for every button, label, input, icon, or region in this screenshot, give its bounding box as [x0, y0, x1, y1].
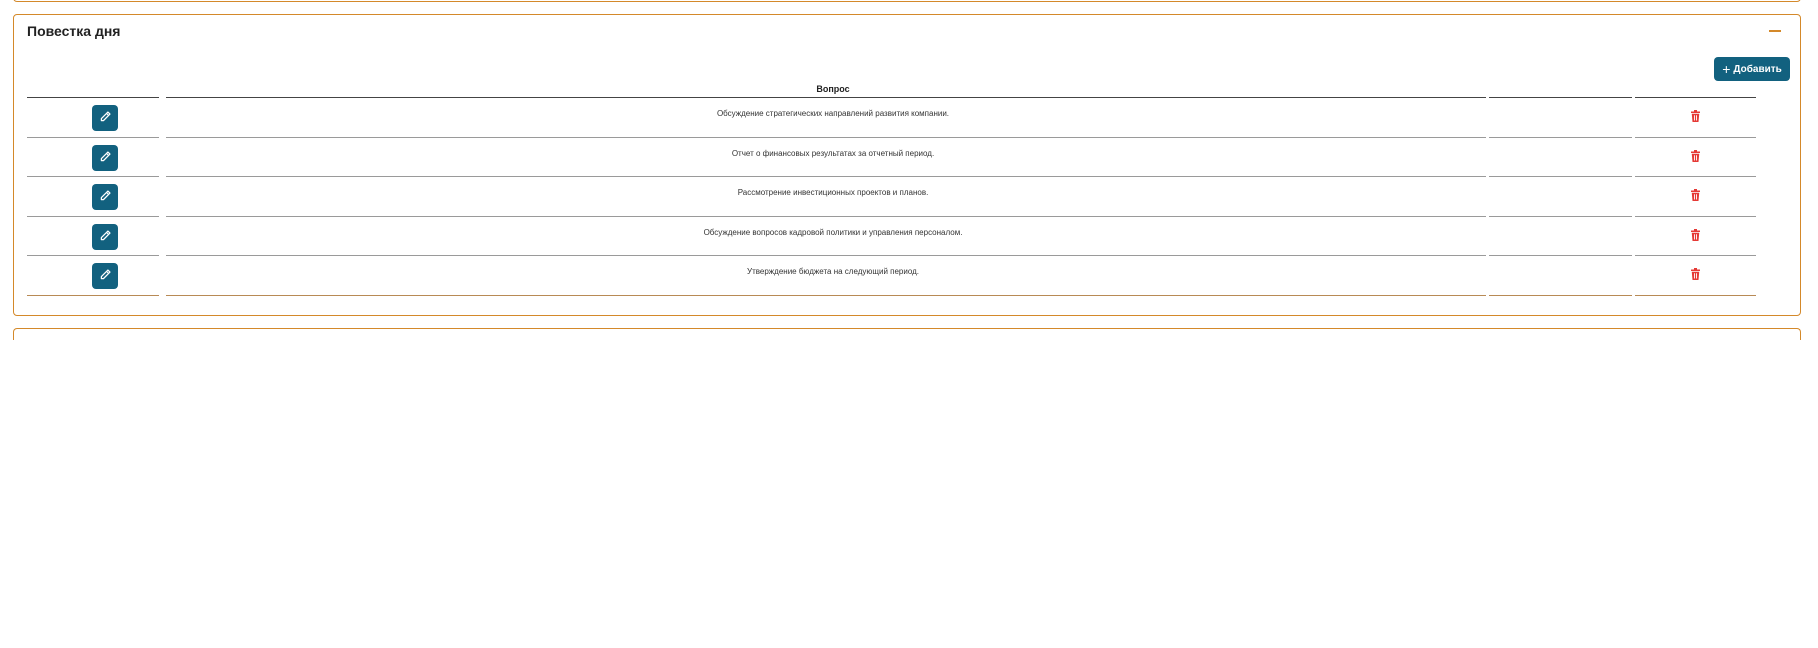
question-cell: Утверждение бюджета на следующий период.	[747, 267, 919, 276]
question-cell: Обсуждение вопросов кадровой политики и управления персоналом.	[703, 227, 963, 237]
next-panel-edge	[13, 328, 1801, 340]
trash-icon	[1690, 267, 1701, 285]
table-row-divider-col-3	[1635, 255, 1756, 256]
table-row-divider-col-2	[1489, 295, 1632, 296]
edit-button[interactable]	[92, 224, 118, 250]
pencil-icon	[100, 149, 111, 167]
table-row-divider-col-1	[166, 216, 1486, 217]
table-row-divider-col-1	[166, 295, 1486, 296]
table-row-divider-col-1	[166, 137, 1486, 138]
table-row-divider-col-2	[1489, 255, 1632, 256]
agenda-panel	[13, 14, 1801, 316]
table-row-divider-col-0	[27, 176, 159, 177]
question-cell: Рассмотрение инвестиционных проектов и планов.	[737, 188, 929, 197]
edit-button[interactable]	[92, 145, 118, 171]
trash-icon	[1690, 109, 1701, 127]
table-row-divider-col-0	[27, 216, 159, 217]
trash-icon	[1690, 228, 1701, 246]
table-row-divider-col-1	[166, 176, 1486, 177]
table-row-divider-col-3	[1635, 216, 1756, 217]
add-button[interactable]	[1714, 57, 1790, 81]
table-header-underline-col-2	[1489, 97, 1632, 98]
delete-button[interactable]	[1688, 190, 1702, 204]
table-row-divider-col-2	[1489, 216, 1632, 217]
plus-icon: +	[1722, 61, 1731, 77]
edit-button[interactable]	[92, 184, 118, 210]
table-row-divider-col-2	[1489, 137, 1632, 138]
table-header-underline-col-0	[27, 97, 159, 98]
panel-title: Повестка дня	[27, 23, 121, 39]
table-row-divider-col-0	[27, 295, 159, 296]
collapse-icon[interactable]	[1768, 23, 1782, 37]
trash-icon	[1690, 188, 1701, 206]
table-row-divider-col-3	[1635, 176, 1756, 177]
add-button-label: Добавить	[1733, 63, 1782, 75]
delete-button[interactable]	[1688, 151, 1702, 165]
question-cell: Отчет о финансовых результатах за отчетный период.	[731, 148, 935, 158]
delete-button[interactable]	[1688, 111, 1702, 125]
trash-icon	[1690, 149, 1701, 167]
column-header-question: Вопрос	[816, 84, 850, 94]
delete-button[interactable]	[1688, 269, 1702, 283]
table-header-underline-col-1	[166, 97, 1486, 98]
pencil-icon	[100, 109, 111, 127]
table-row-divider-col-0	[27, 137, 159, 138]
table-row-divider-col-3	[1635, 295, 1756, 296]
table-row-divider-col-3	[1635, 137, 1756, 138]
previous-panel-edge	[13, 0, 1801, 2]
table-header-underline-col-3	[1635, 97, 1756, 98]
table-row-divider-col-2	[1489, 176, 1632, 177]
delete-button[interactable]	[1688, 230, 1702, 244]
pencil-icon	[100, 267, 111, 285]
edit-button[interactable]	[92, 263, 118, 289]
table-row-divider-col-1	[166, 255, 1486, 256]
question-cell: Обсуждение стратегических направлений развития компании.	[716, 109, 950, 118]
edit-button[interactable]	[92, 105, 118, 131]
table-row-divider-col-0	[27, 255, 159, 256]
pencil-icon	[100, 228, 111, 246]
pencil-icon	[100, 188, 111, 206]
